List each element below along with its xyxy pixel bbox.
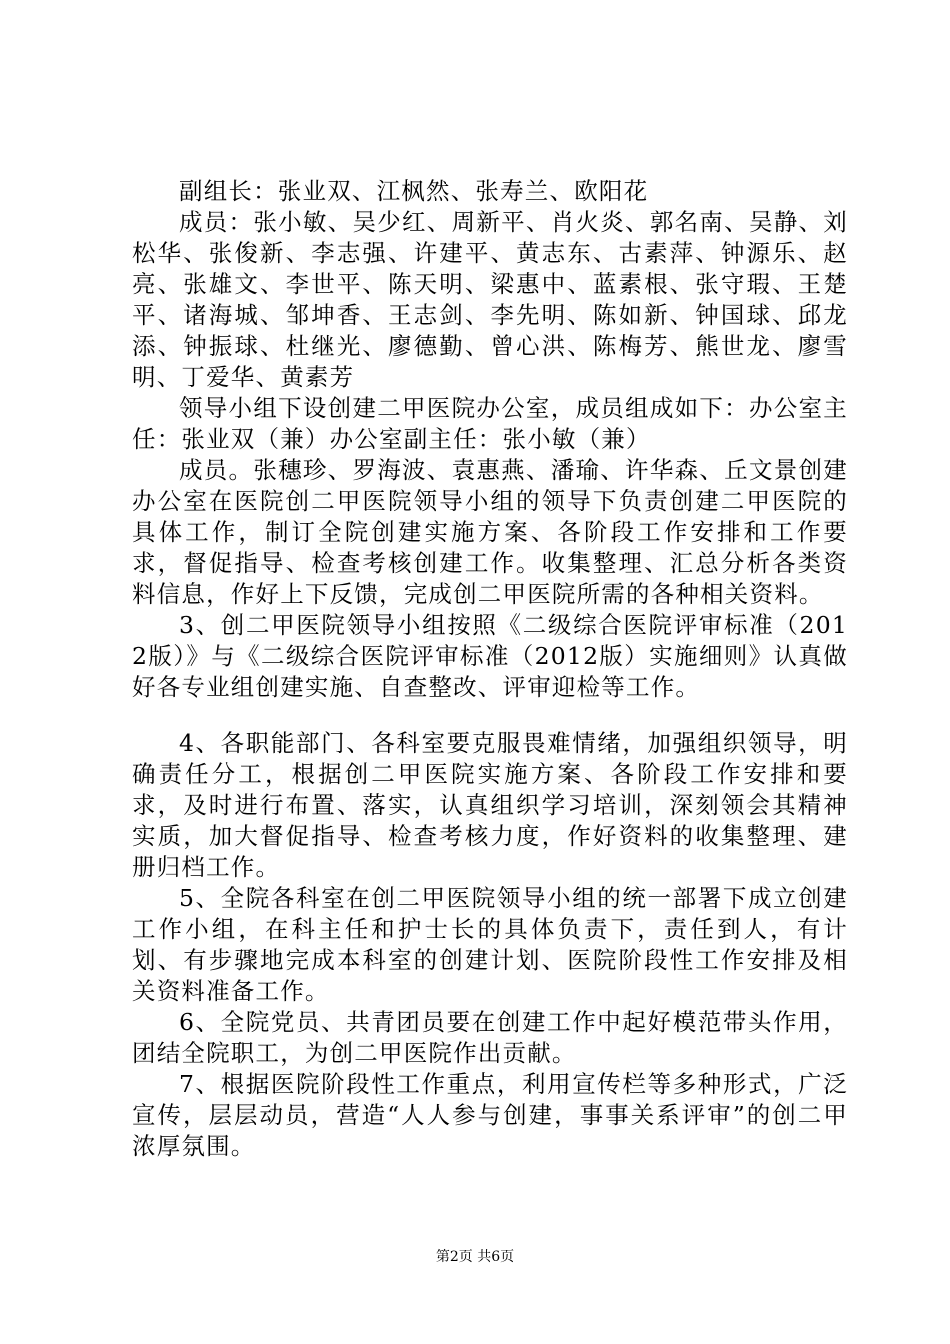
paragraph-spacer xyxy=(132,703,848,728)
document-body xyxy=(132,176,848,1162)
paragraph-office-members: 成员。张穗珍、罗海波、袁惠燕、潘瑜、许华森、丘文景创建办公室在医院创二甲医院领导小组的领导下负责创建二甲医院的具体工作，制订全院创建实施方案、各阶段工作安排和工作要求，督促指导、检查考核创建工作。收集整理、汇总分析各类资料信息，作好上下反馈，完成创二甲医院所需的各种相关资料。 xyxy=(132,456,848,608)
paragraph-item-7: 7、根据医院阶段性工作重点，利用宣传栏等多种形式，广泛宣传，层层动员，营造“人人参与创建，事事关系评审”的创二甲浓厚氛围。 xyxy=(132,1070,848,1160)
paragraph-item-4: 4、各职能部门、各科室要克服畏难情绪，加强组织领导，明确责任分工，根据创二甲医院实施方案、各阶段工作安排和要求，及时进行布置、落实，认真组织学习培训，深刻领会其精神实质，加大督促指导、检查考核力度，作好资料的收集整理、建册归档工作。 xyxy=(132,729,848,881)
paragraph-item-6: 6、全院党员、共青团员要在创建工作中起好模范带头作用，团结全院职工，为创二甲医院作出贡献。 xyxy=(132,1008,848,1067)
paragraph-office: 领导小组下设创建二甲医院办公室，成员组成如下：办公室主任：张业双（兼）办公室副主任：张小敏（兼） xyxy=(132,394,848,453)
page-number-footer: 第2页 共6页 xyxy=(435,1249,515,1265)
paragraph-item-5: 5、全院各科室在创二甲医院领导小组的统一部署下成立创建工作小组，在科主任和护士长的具体负责下，责任到人，有计划、有步骤地完成本科室的创建计划、医院阶段性工作安排及相关资料准备工作。 xyxy=(132,884,848,1005)
paragraph-members: 成员：张小敏、吴少红、周新平、肖火炎、郭名南、吴静、刘松华、张俊新、李志强、许建平、黄志东、古素萍、钟源乐、赵亮、张雄文、李世平、陈天明、梁惠中、蓝素根、张守瑕、王楚平、诸海城、邹坤香、王志剑、李先明、陈如新、钟国球、邱龙添、钟振球、杜继光、廖德勤、曾心洪、陈梅芳、熊世龙、廖雪明、丁爱华、黄素芳 xyxy=(132,208,848,391)
paragraph-item-3: 3、创二甲医院领导小组按照《二级综合医院评审标准（2012版）》与《二级综合医院评审标准（2012版）实施细则》认真做好各专业组创建实施、自查整改、评审迎检等工作。 xyxy=(132,611,848,701)
paragraph-deputy-leaders: 副组长：张业双、江枫然、张寿兰、欧阳花 xyxy=(179,177,649,205)
